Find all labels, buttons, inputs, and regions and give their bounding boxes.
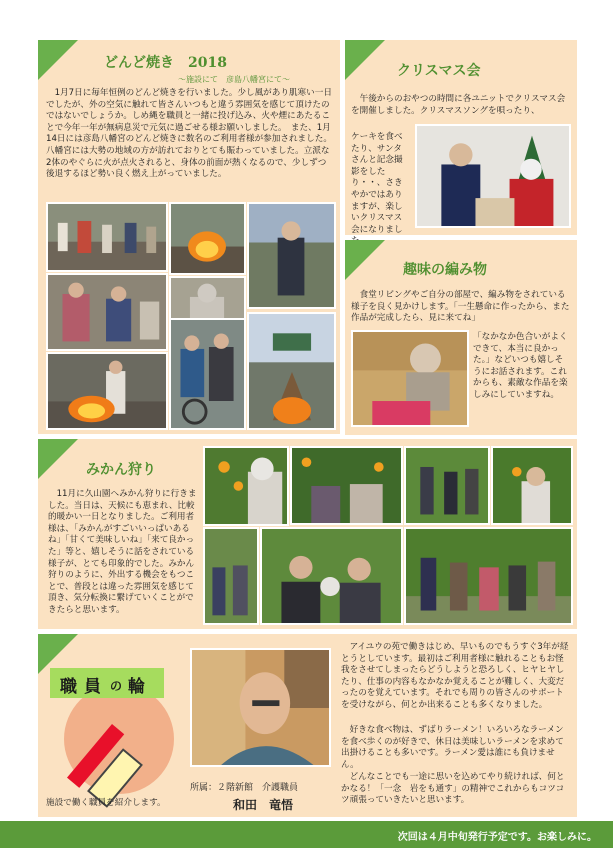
corner-decoration — [38, 439, 78, 479]
knitting-title: 趣味の編み物 — [403, 262, 487, 278]
dondo-photo — [46, 352, 168, 430]
staff-affiliation: 所属：２階新館 介護職員 — [190, 783, 299, 793]
dondo-photo — [247, 312, 336, 430]
dondo-photo — [247, 202, 336, 309]
mikan-photo — [404, 527, 573, 625]
staff-caption: 施設で働く職員を紹介します。 — [46, 798, 166, 808]
mikan-photo — [203, 446, 289, 526]
dondo-body: 1月7日に毎年恒例のどんど焼きを行いました。少し風があり肌寒い一日でしたが、外の空気に触れて皆さんいつもと違う雰囲気を感じて頂けたのではないでしょうか。しめ縄を職員と一緒に投げ込み、火や煙にあたることで今年一年が無病息災で元気に過ごせる様お願いしました。 また、1月14日には彦島八幡宮のどんど焼きに数名のご利用者様が参加されました。八幡宮には大勢の地域の方が訪れておりとても賑わっていました。立派な2体のやぐらに火が点火されると、身体の前面が熱くなるので、少しずつ後退するほど勢い良く燃え上がっていました。 — [46, 88, 332, 180]
staff-body-1: アイユウの苑で働きはじめ、早いものでもうすぐ3年が経とうとしています。最初はご利用者様に触れることもお怪我をさせてしまったらどうしようと恐ろしく、ヒヤヒヤしたり、仕事の内容もなかなか覚えることが難しく、大変だったのを覚えています。それでも周りの皆さんのサポートを受けながら、何とか出来ることも多くなりました。 — [341, 642, 569, 710]
mikan-photo — [203, 527, 259, 625]
logo-char: 員 — [84, 677, 101, 697]
dondo-title: どんど焼き 2018 — [104, 55, 227, 71]
knitting-body: 「なかなか色合いがよくできて、本当に良かった。」などいつも嬉しそうにお話されます。これからも、素敵な作品を楽しみにしていますね。 — [473, 332, 568, 400]
mikan-body: 11月に久山園へみかん狩りに行きました。当日は、天候にも恵まれ、比較的暖かい一日となりました。ご利用者様は、「みかんがすごいいっぱいあるね」「甘くて美味しいね」「来て良かった」等と、嬉しそうに話をされている様子が、とても印象的でした。みかん狩りのように、外出する機会をもつことで、普段とは違った雰囲気を感じて頂き、気分転換に繋げていくことができたらと思います。 — [48, 489, 197, 615]
mikan-title: みかん狩り — [86, 462, 156, 478]
staff-logo — [50, 664, 178, 792]
dondo-photo — [46, 202, 168, 272]
corner-decoration — [38, 40, 78, 80]
mikan-panel — [38, 439, 577, 629]
dondo-photo — [46, 273, 168, 351]
corner-decoration — [345, 40, 385, 80]
footer-bar — [0, 821, 613, 848]
mikan-photo — [491, 446, 573, 525]
dondo-subtitle: ～施設にて 彦島八幡宮にて～ — [178, 75, 290, 84]
knitting-photo — [351, 330, 469, 427]
knitting-panel — [345, 240, 577, 435]
logo-char: の — [110, 679, 123, 693]
mikan-photo — [404, 446, 490, 525]
dondo-panel — [38, 40, 340, 434]
staff-body-2: 好きな食べ物は、ずばりラーメン！いろいろなラーメンを食べ歩くのが好きで、休日は美味しいラーメンを求めて出掛けることも多いです。ラーメン愛は誰にも負けません。 — [341, 725, 564, 770]
mikan-photo — [260, 527, 403, 625]
dondo-photo — [169, 318, 246, 430]
christmas-title: クリスマス会 — [397, 63, 481, 79]
staff-photo — [190, 648, 331, 767]
dondo-photo — [169, 202, 246, 275]
knitting-intro: 食堂リビングやご自分の部屋で、編み物をされている様子を良く見かけします。「一生懸命に作ったから、また作品が完成したら、見に来てね」 — [351, 290, 570, 324]
footer-text: 次回は４月中旬発行予定です。お楽しみに。 — [397, 832, 597, 843]
christmas-photo — [415, 124, 571, 228]
mikan-photo — [290, 446, 403, 525]
staff-panel — [38, 634, 577, 817]
christmas-panel — [345, 40, 577, 235]
corner-decoration — [345, 240, 385, 280]
staff-body-3: どんなことでも一途に思いを込めてやり続ければ、何とかなる！「一念 岩をも通す」の精神でこれからもコツコツ頑張っていきたいと思います。 — [341, 772, 565, 806]
logo-char: 輪 — [128, 677, 145, 697]
staff-name: 和田 竜悟 — [233, 798, 294, 812]
christmas-intro: 午後からのおやつの時間に各ユニットでクリスマス会を開催しました。クリスマスソングを唄ったり、 — [351, 94, 566, 116]
christmas-body: ケーキを食べたり、サンタさんと記念撮影をしたり・・、さきやかではありますが、楽しいクリスマス会になりまし — [351, 132, 403, 235]
logo-char: 職 — [60, 677, 77, 697]
